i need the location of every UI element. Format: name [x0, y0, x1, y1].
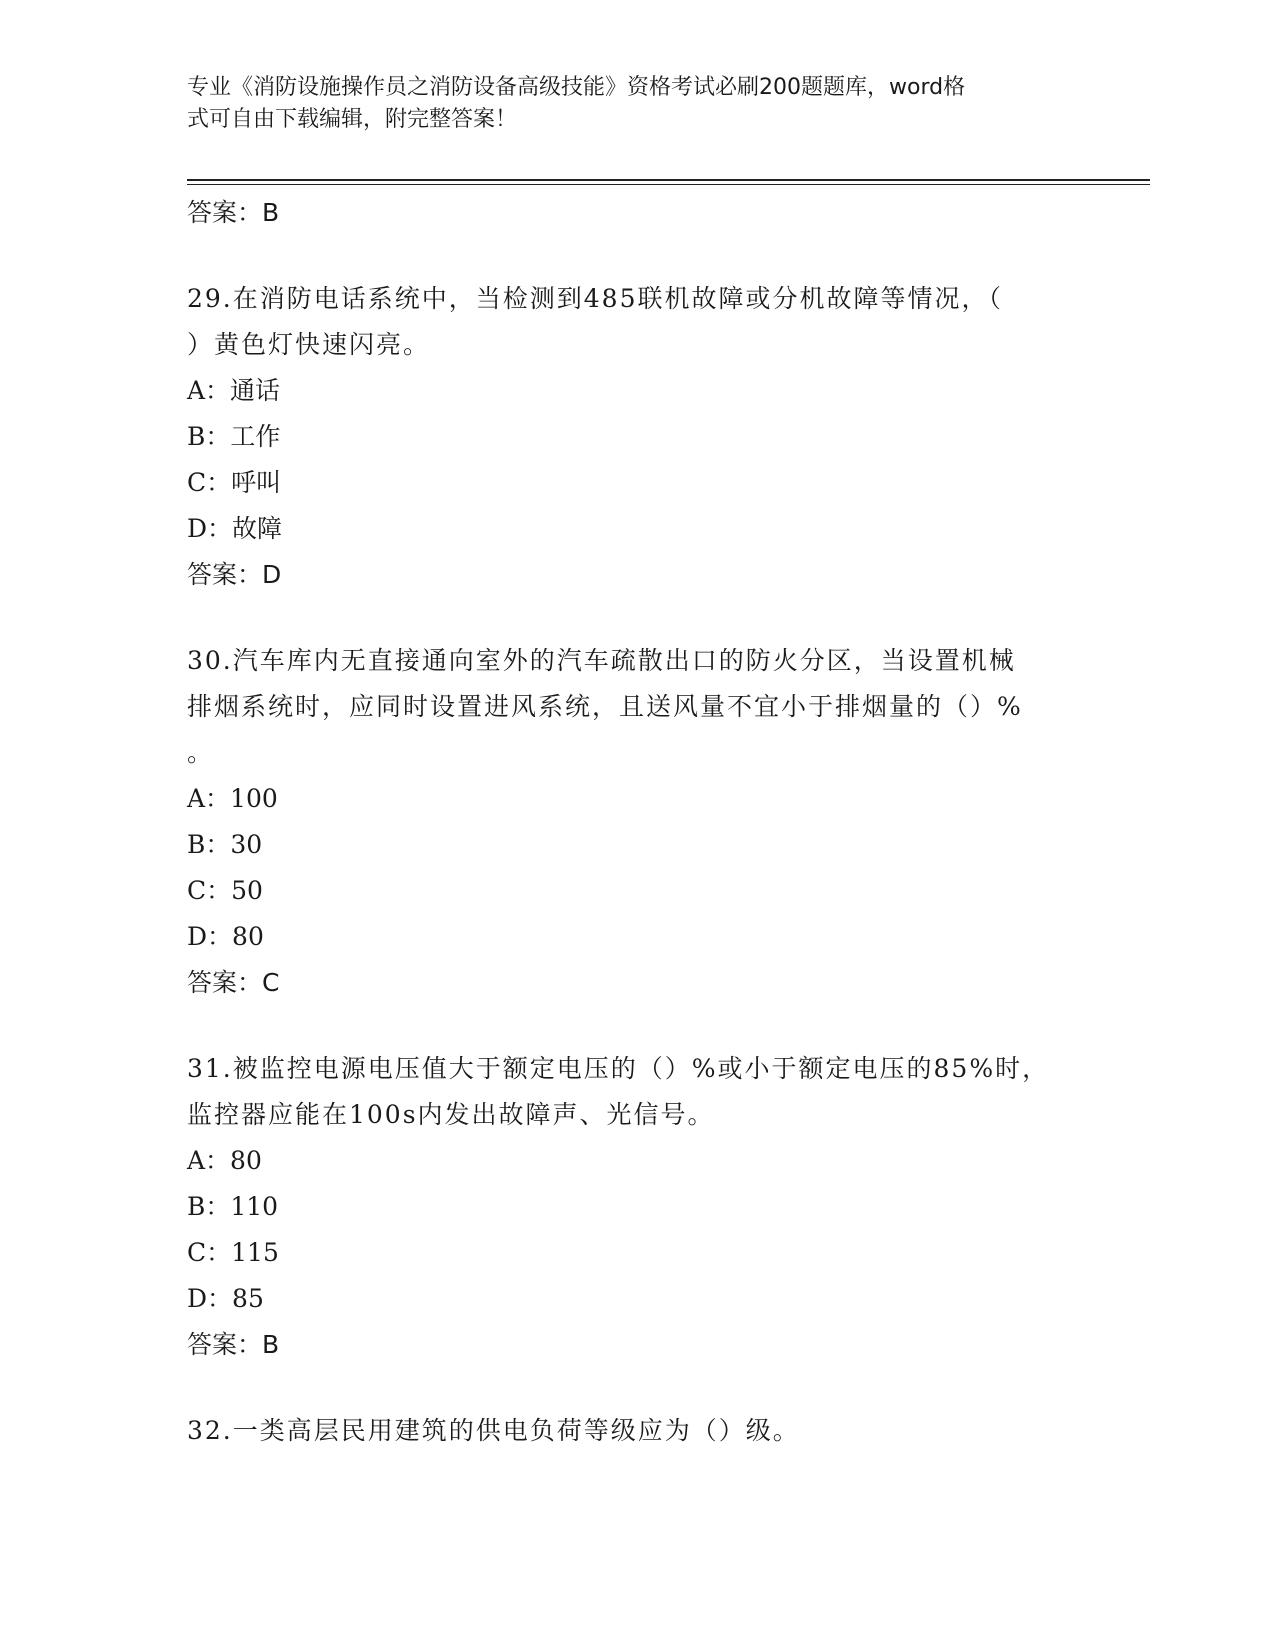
- answer: 答案：B: [187, 1330, 280, 1359]
- question-30: [187, 638, 1077, 1006]
- option-b: B：30: [187, 830, 263, 859]
- option-c: C：呼叫: [187, 468, 282, 497]
- option-b: B：110: [187, 1192, 279, 1221]
- option-d: D：85: [187, 1284, 264, 1313]
- question-list: [187, 190, 1077, 1454]
- question-text-line: 30.汽车库内无直接通向室外的汽车疏散出口的防火分区，当设置机械: [187, 646, 1016, 675]
- option-a: A：80: [187, 1146, 262, 1175]
- document-header: [187, 72, 1067, 136]
- option-a: A：100: [187, 784, 278, 813]
- header-line-1: 专业《消防设施操作员之消防设备高级技能》资格考试必刷200题题库，word格: [187, 75, 966, 100]
- question-text-line: 排烟系统时，应同时设置进风系统，且送风量不宜小于排烟量的（）%: [187, 692, 1023, 721]
- option-c: C：50: [187, 876, 263, 905]
- question-text-line: ）黄色灯快速闪亮。: [187, 330, 431, 359]
- header-line-2: 式可自由下载编辑，附完整答案！: [187, 107, 518, 132]
- question-32: 32.一类高层民用建筑的供电负荷等级应为（）级。: [187, 1416, 800, 1445]
- question-29: [187, 276, 1077, 598]
- option-d: D：80: [187, 922, 264, 951]
- header-divider-thin: [187, 184, 1150, 185]
- answer-previous: 答案：B: [187, 198, 280, 227]
- option-c: C：115: [187, 1238, 279, 1267]
- option-d: D：故障: [187, 514, 283, 543]
- option-b: B：工作: [187, 422, 281, 451]
- option-a: A：通话: [187, 376, 281, 405]
- question-31: [187, 1046, 1077, 1368]
- header-divider-thick: [187, 179, 1150, 181]
- answer: 答案：C: [187, 968, 280, 997]
- answer: 答案：D: [187, 560, 282, 589]
- question-text-line: 31.被监控电源电压值大于额定电压的（）%或小于额定电压的85%时，: [187, 1054, 1050, 1083]
- question-text-line: 29.在消防电话系统中，当检测到485联机故障或分机故障等情况，（: [187, 284, 1003, 313]
- question-text-line: 。: [187, 738, 215, 767]
- question-text-line: 监控器应能在100s内发出故障声、光信号。: [187, 1100, 715, 1129]
